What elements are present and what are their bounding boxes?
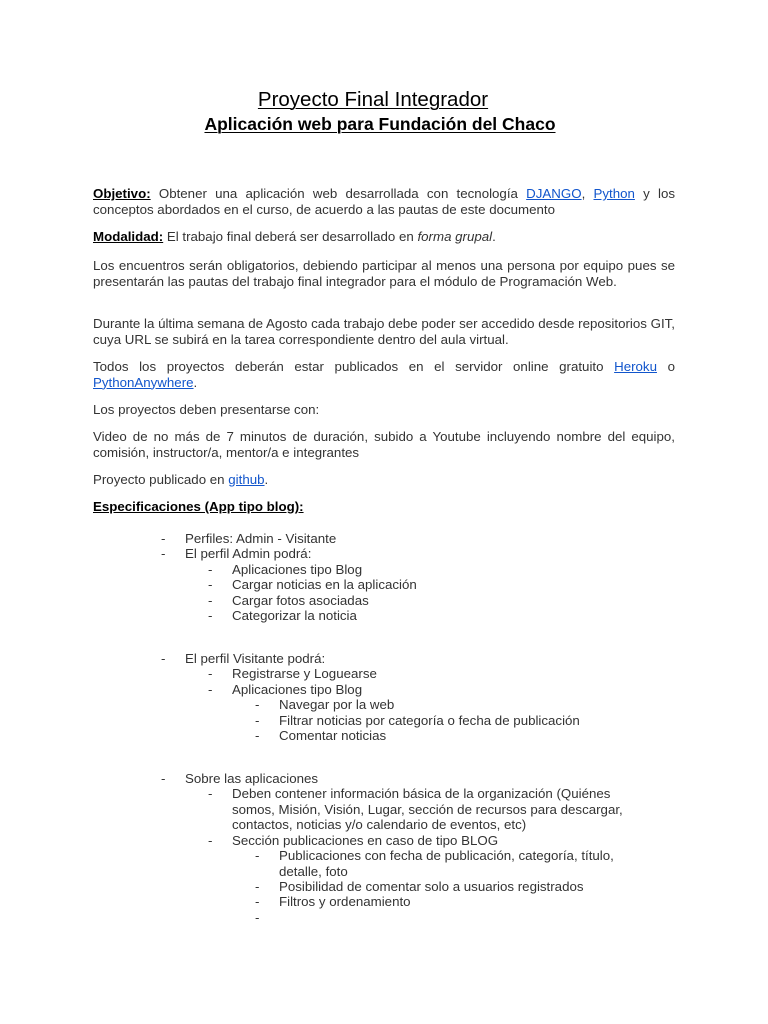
admin-item: Categorizar la noticia	[232, 608, 357, 623]
proyectos-period: .	[193, 374, 198, 390]
list-dash: -	[255, 728, 260, 743]
especificaciones-heading	[93, 499, 675, 515]
proyectos-or: o	[656, 359, 675, 374]
modalidad-italic: forma grupal	[417, 229, 493, 244]
blog-item: Navegar por la web	[279, 697, 395, 712]
list-dash: -	[255, 713, 260, 728]
list-dash: -	[208, 833, 213, 848]
list-dash: -	[255, 848, 260, 863]
django-link[interactable]: DJANGO	[526, 186, 582, 201]
proyectos-text: Todos los proyectos deberán estar publicados en el servidor online gratuito	[93, 359, 615, 374]
visitante-item: Registrarse y Loguearse	[232, 666, 377, 681]
modalidad-label: Modalidad:	[93, 229, 164, 244]
list-dash: -	[161, 531, 166, 546]
encuentros-paragraph: Los encuentros serán obligatorios, debiendo participar al menos una persona por equipo pues se presentarán las pautas del trabajo final integrador para el módulo de Programación Web.	[93, 258, 675, 289]
list-dash: -	[208, 562, 213, 577]
blog-item: Filtrar noticias por categoría o fecha de publicación	[279, 713, 580, 728]
sobre-item: Deben contener información básica de la organización (Quiénes	[232, 786, 611, 801]
blog-item: Comentar noticias	[279, 728, 387, 743]
video-paragraph: Video de no más de 7 minutos de duración, subido a Youtube incluyendo nombre del equipo, comisión, instructor/a, mentor/a e integrantes	[93, 429, 675, 460]
heroku-link[interactable]: Heroku	[614, 359, 657, 374]
publicado-period: .	[264, 472, 269, 487]
pub-item-continuation: detalle, foto	[279, 864, 348, 879]
admin-item: Cargar fotos asociadas	[232, 593, 369, 608]
list-dash: -	[161, 771, 166, 786]
objetivo-label: Objetivo:	[93, 186, 151, 201]
list-dash: -	[161, 546, 166, 561]
python-link[interactable]: Python	[593, 186, 635, 201]
list-dash: -	[255, 894, 260, 909]
publicado-text: Proyecto publicado en	[93, 472, 229, 487]
admin-item: Cargar noticias en la aplicación	[232, 577, 417, 592]
modalidad-period: .	[492, 229, 496, 244]
list-item-perfiles: Perfiles: Admin - Visitante	[185, 531, 337, 546]
objetivo-text: Obtener una aplicación web desarrollada con tecnología	[150, 186, 527, 201]
presentarse-paragraph: Los proyectos deben presentarse con:	[93, 402, 320, 417]
objetivo-paragraph	[93, 186, 675, 217]
list-dash: -	[208, 577, 213, 592]
list-dash: -	[208, 666, 213, 681]
admin-item: Aplicaciones tipo Blog	[232, 562, 363, 577]
pythonanywhere-link[interactable]: PythonAnywhere	[93, 374, 194, 390]
list-dash: -	[208, 593, 213, 608]
list-dash: -	[208, 682, 213, 697]
sobre-item-continuation: somos, Misión, Visión, Lugar, sección de recursos para descargar,	[232, 802, 623, 817]
objetivo-text-end: y los conceptos abordados en el curso, de acuerdo a las pautas de este documento	[93, 186, 675, 217]
list-dash: -	[255, 697, 260, 712]
pub-item: Posibilidad de comentar solo a usuarios registrados	[279, 879, 584, 894]
list-item-sobre: Sobre las aplicaciones	[185, 771, 319, 786]
list-dash: -	[255, 910, 260, 925]
list-dash: -	[208, 608, 213, 623]
modalidad-paragraph	[93, 229, 675, 245]
objetivo-separator: ,	[581, 186, 594, 201]
pub-item: Filtros y ordenamiento	[279, 894, 411, 909]
document-title: Proyecto Final Integrador	[257, 88, 489, 111]
modalidad-text: El trabajo final deberá ser desarrollado en	[163, 229, 418, 244]
list-dash: -	[255, 879, 260, 894]
list-item-visitante: El perfil Visitante podrá:	[185, 651, 326, 666]
list-dash: -	[161, 651, 166, 666]
especificaciones-label: Especificaciones (App tipo blog):	[93, 499, 304, 514]
sobre-item-continuation: contactos, noticias y/o calendario de eventos, etc)	[232, 817, 527, 832]
ultima-semana-paragraph: Durante la última semana de Agosto cada trabajo debe poder ser accedido desde repositorios GIT, cuya URL se subirá en la tarea correspondiente dentro del aula virtual.	[93, 316, 675, 347]
document-subtitle: Aplicación web para Fundación del Chaco	[204, 114, 556, 134]
github-link[interactable]: github	[228, 472, 265, 487]
list-item-admin: El perfil Admin podrá:	[185, 546, 312, 561]
pub-item: Publicaciones con fecha de publicación, categoría, título,	[279, 848, 614, 863]
visitante-item: Aplicaciones tipo Blog	[232, 682, 363, 697]
publicado-paragraph	[93, 472, 675, 488]
sobre-item: Sección publicaciones en caso de tipo BLOG	[232, 833, 499, 848]
proyectos-paragraph	[93, 359, 675, 390]
list-dash: -	[208, 786, 213, 801]
